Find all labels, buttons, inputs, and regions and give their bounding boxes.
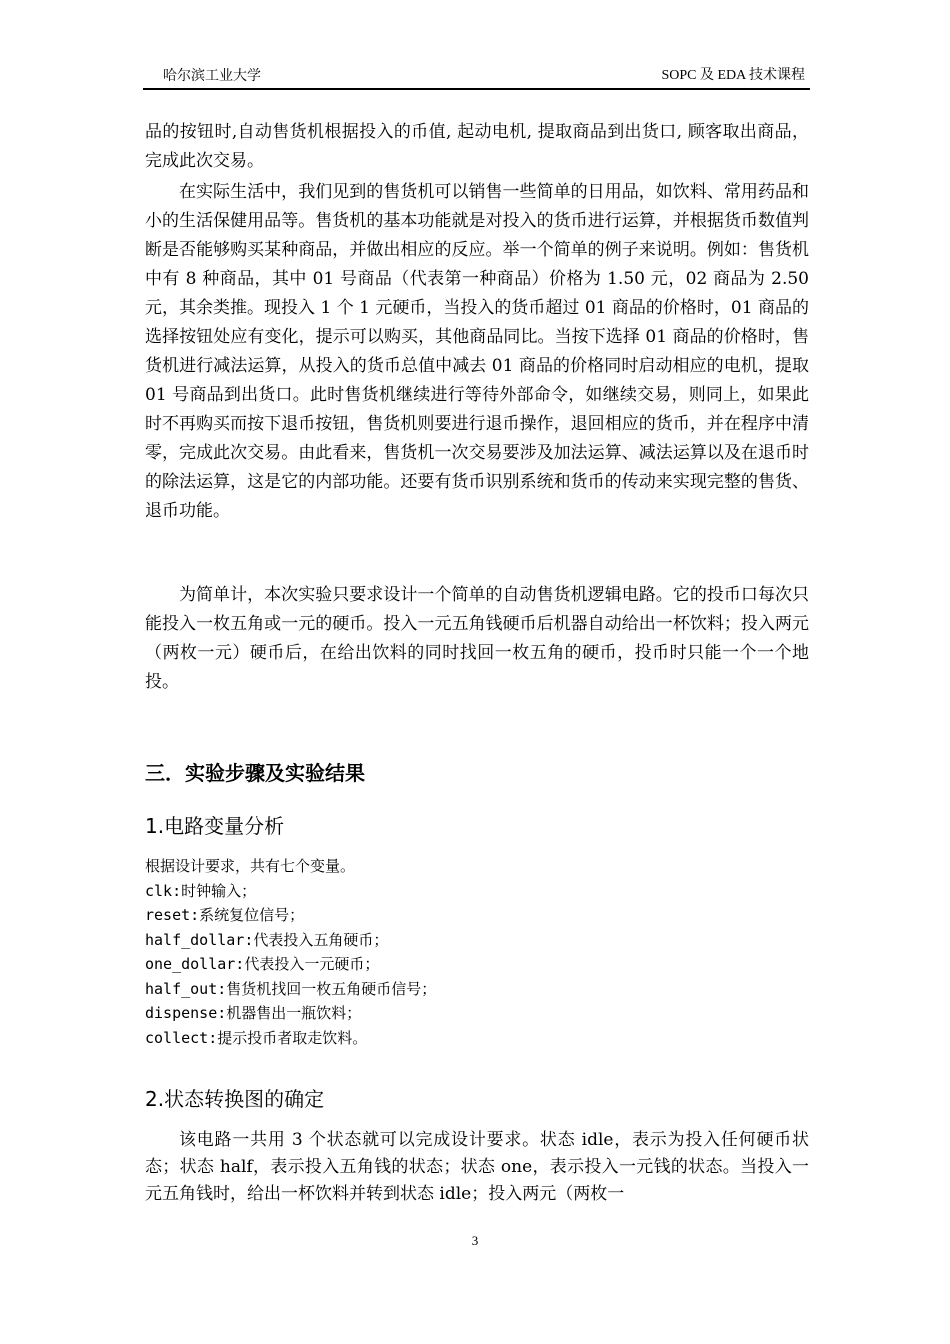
page-number: 3: [471, 1233, 479, 1248]
paragraph-3: 为简单计，本次实验只要求设计一个简单的自动售货机逻辑电路。它的投币口每次只能投入一枚五角或一元的硬币。投入一元五角钱硬币后机器自动给出一杯饮料；投入两元（两枚一元）硬币后，在给出饮料的同时找回一枚五角的硬币，投币时只能一个一个地投。: [145, 585, 809, 692]
paragraph-4: 该电路一共用 3 个状态就可以完成设计要求。状态 idle，表示为投入任何硬币状态；状态 half，表示投入五角钱的状态；状态 one，表示投入一元钱的状态。当投入一元五角钱时，给出一杯饮料并转到状态 idle；投入两元（两枚一: [145, 1130, 809, 1204]
section-title: 三．实验步骤及实验结果: [145, 761, 365, 785]
variable-list: [145, 854, 809, 1050]
header-right: SOPC 及 EDA 技术课程: [661, 68, 805, 83]
header-rule: [143, 88, 810, 90]
subsection-title-2: 2.状态转换图的确定: [145, 1087, 325, 1111]
page-header: [143, 66, 810, 86]
variable-collect: collect:提示投币者取走饮料。: [145, 1028, 368, 1047]
variable-one-dollar: one_dollar:代表投入一元硬币；: [145, 955, 380, 973]
variable-dispense: dispense:机器售出一瓶饮料；: [145, 1004, 362, 1022]
variable-half-out: half_out:售货机找回一枚五角硬币信号；: [145, 979, 437, 998]
variable-clk: clk:时钟输入；: [145, 881, 257, 900]
subsection-title-1: 1.电路变量分析: [145, 814, 285, 838]
variable-half-dollar: half_dollar:代表投入五角硬币；: [145, 930, 389, 949]
variable-intro: 根据设计要求，共有七个变量。: [145, 857, 356, 875]
paragraph-1: 品的按钮时,自动售货机根据投入的币值, 起动电机, 提取商品到出货口, 顾客取出商品，完成此次交易。: [145, 122, 809, 171]
header-left: 哈尔滨工业大学: [163, 68, 261, 84]
variable-reset: reset:系统复位信号；: [145, 906, 305, 924]
paragraph-2: 在实际生活中，我们见到的售货机可以销售一些简单的日用品，如饮料、常用药品和小的生活保健用品等。售货机的基本功能就是对投入的货币进行运算，并根据货币数值判断是否能够购买某种商品，并做出相应的反应。举一个简单的例子来说明。例如：售货机中有 8 种商品，其中 01 号商品（代表第一种商品）价格为 1.50 元，02 商品为 2.50 元，其余类推。现投入 1 个 1 元硬币，当投入的货币超过 01 商品的价格时，01 商品的选择按钮处应有变化，提示可以购买，其他商品同比。当按下选择 01 商品的价格时，售货机进行减法运算，从投入的货币总值中减去 01 商品的价格同时启动相应的电机，提取 01 号商品到出货口。此时售货机继续进行等待外部命令，如继续交易，则同上，如果此时不再购买而按下退币按钮，售货机则要进行退币操作，退回相应的货币，并在程序中清零，完成此次交易。由此看来，售货机一次交易要涉及加法运算、减法运算以及在退币时的除法运算，这是它的内部功能。还要有货币识别系统和货币的传动来实现完整的售货、退币功能。: [145, 182, 809, 521]
